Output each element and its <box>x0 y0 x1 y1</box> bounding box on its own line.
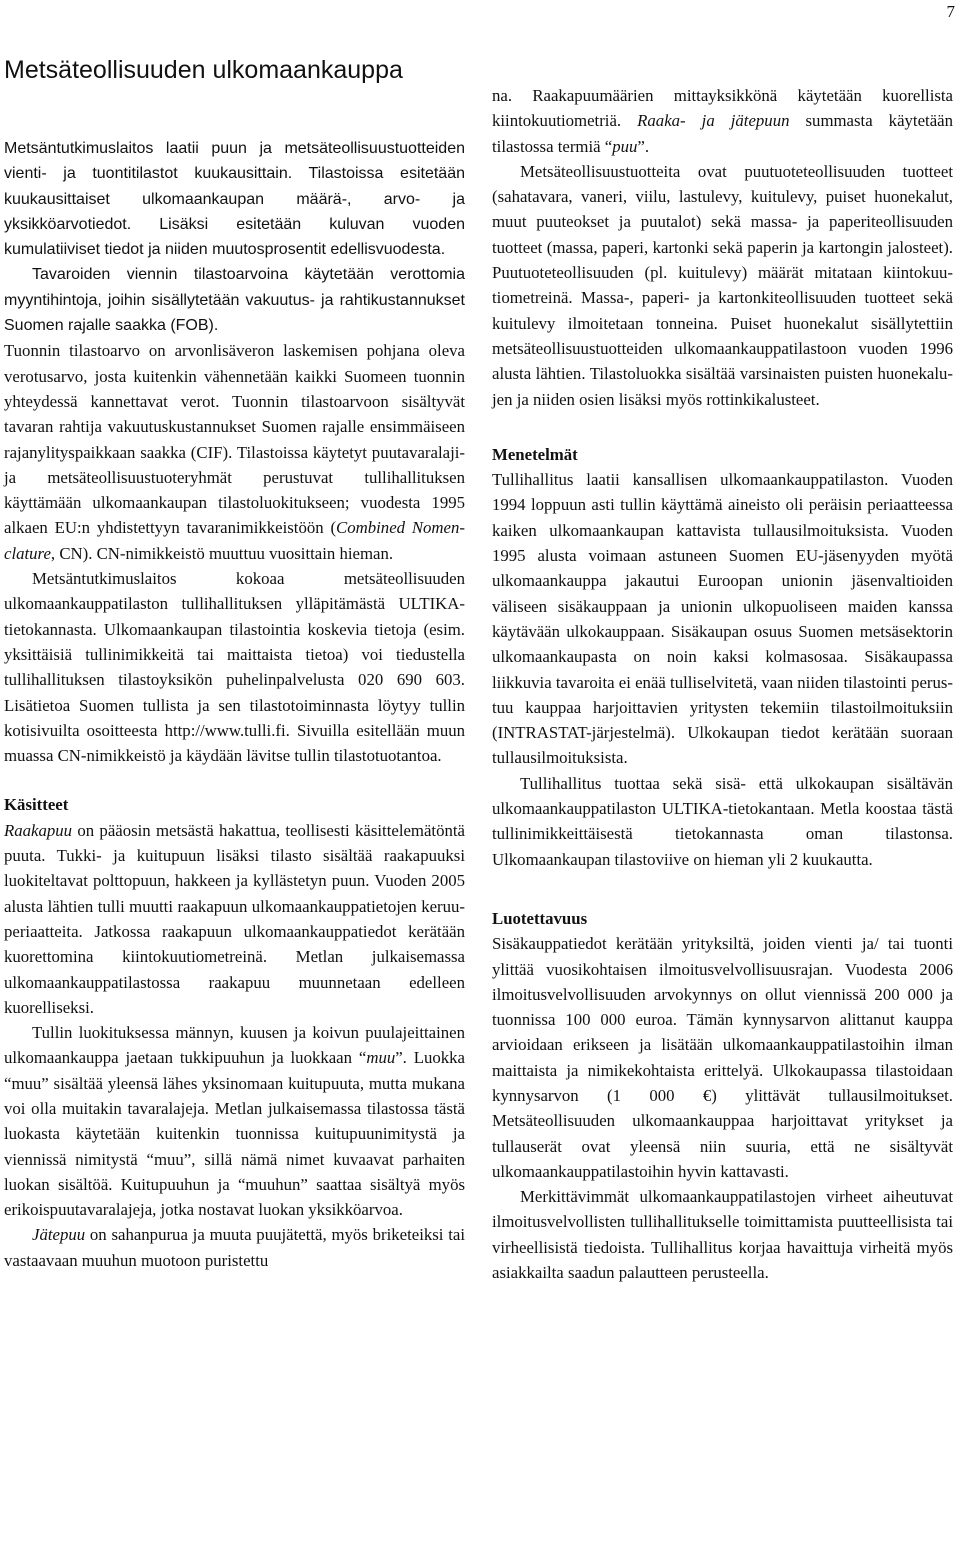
section-heading-luotettavuus: Luotettavuus <box>492 908 588 928</box>
italic-term: Raakapuu <box>4 820 73 840</box>
reliability-paragraph-2: Merkittävimmät ulkomaankauppatilastojen virheet aiheutuvat ilmoitusvelvollisten tullihallitukselle toimittamista puutteellisista tai virheellisistä tiedoista. Tullihallitus korjaa havaittuja virheitä myös asiakkailta saadun palautteen perusteella. <box>492 1187 953 1283</box>
classification-paragraph <box>4 1020 465 1222</box>
page-title: Metsäteollisuuden ulkomaankauppa <box>4 56 403 84</box>
data-source-paragraph: Metsäntutkimuslaitos kokoaa metsäteollisuuden ulkomaankauppatilaston tullihallituksen ylläpitämästä ULTIKA-tietokannasta. Ulkomaankaupan tilastointia koskevia tietoja (esim. yksittäisiä tullinimikkeitä tai maittaista tietoa) voi tiedustella tullihallituksen tilastoyksikön puhelinpalvelusta 020 690 603. Lisätietoa Suomen tullista ja sen tilastotoiminnasta löytyy tullin kotisivuilta osoitteesta http://www.tulli.fi. Sivuilla esitellään muun muassa CN-nimikkeistö ja käydään lävitse tullin tilastotuotantoa. <box>4 569 465 766</box>
text-run: na. Raakapuumäärien mittayksikkönä käytetään kuorellista kiintokuutiometriä. <box>492 86 953 131</box>
methods-paragraph-1: Tullihallitus laatii kansallisen ulkomaankauppatilaston. Vuoden 1994 loppuun asti tullin käyttämä aineisto oli peräisin periaatteessa kaiken ulkomaankaupan kattavista tullausilmoituksista. Vuoden 1995 alusta voimaan astuneen Suomen EU-jäsenyyden myötä ulkomaankauppa jakautui Euroopan unionin jäsenvaltioiden väliseen sisäkauppaan ja unionin ulkopuoliseen maiden kanssa käytävään ulkokauppaan. Sisäkaupan osuus Suomen metsäsektorin ulkomaankaupasta on noin kaksi kolmasosaa. Sisäkaupassa liikkuvia tavaroita ei enää tulliselvitetä, vaan niiden tilastointi perustuu kauppaa harjoittavien yritysten tekemiin tilastoilmoituksiin (INTRASTAT-järjestelmä). Ulkokaupan tiedot kerätään suoraan tullausilmoituksista. <box>492 470 953 768</box>
text-run: on sahanpurua ja muuta puujätettä, myös briketeiksi tai vastaavaan muuhun muotoon puristettu <box>4 1225 465 1270</box>
text-run: summasta käytetään tilastossa termiä “ <box>492 111 953 156</box>
text-run: Tuonnin tilastoarvo on arvonlisäveron laskemisen pohjana oleva verotusarvo, josta kuitenkin vähennetään kaikki Suomeen tuonnin yhteydessä kannettavat verot. Tuonnin tilastoarvoon sisältyvät tavaran rahtija vakuutuskustannukset Suomen rajalle ensimmäiseen rajanylityspaikkaan saakka (CIF). Tilastoissa käytetyt puutavaralaji- ja metsäteollisuustuoteryhmät perustuvat tullihallituksen käyttämään ulkomaankaupan tilastoluokitukseen; vuodesta 1995 alkaen EU:n yhdistettyyn tavaranimikkeistöön ( <box>4 341 465 538</box>
raakapuu-paragraph <box>4 818 465 1020</box>
section-heading-kasitteet: Käsitteet <box>4 795 69 815</box>
forest-products-paragraph: Metsäteollisuustuotteita ovat puutuoteteollisuuden tuotteet (sahatavara, vaneri, viilu, lastulevy, kuitulevy, puiset huonekalut, muut puuteokset ja puutalot) sekä massa- ja paperiteollisuuden tuotteet (massa, paperi, kartonki sekä paperin ja kartongin jalosteet). Puutuoteteollisuuden (pl. kuitulevy) määrät mitataan kiintokuutiometreinä. Massa-, paperi- ja kartonkiteollisuuden tuotteet sekä kuitulevy ilmoitetaan tonneina. Puiset huonekalut sisällytettiin metsäteollisuustuotteiden ulkomaankauppatilastoon vuoden 1996 alusta lähtien. Tilastoluokka sisältää varsinaisten puisten huonekalujen ja niiden osien lisäksi myös rottinkikalusteet. <box>492 161 953 409</box>
section-heading-menetelmat: Menetelmät <box>492 444 578 464</box>
text-run: on pääosin metsästä hakattua, teollisesti käsittelemätöntä puuta. Tukki- ja kuitupuun lisäksi tilasto sisältää raakapuuksi luokiteltavat polttopuun, hakkeen ja kyllästetyn puun. Vuoden 2005 alusta lähtien tulli muutti raakapuun ulkomaankauppatietojen keruuperiaatteita. Jatkossa raakapuun ulkomaankauppatiedot kerätään kuorettomina kiintokuutiometreinä. Metlan julkaisemassa ulkomaankauppatilastossa raakapuu muunnetaan edelleen kuorelliseksi. <box>4 820 465 1017</box>
text-run: ”. <box>637 136 650 156</box>
page-number: 7 <box>946 2 955 21</box>
italic-term: Jätepuu <box>32 1225 86 1245</box>
italic-term: Raaka- ja jätepuun <box>637 111 790 131</box>
left-column <box>4 136 465 1273</box>
reliability-paragraph-1: Sisäkauppatiedot kerätään yrityksiltä, joiden vienti ja/ tai tuonti ylittää vuosikohtaisen ilmoitusvelvollisuusrajan. Vuodesta 2006 ilmoitusvelvollisuuden arvokynnys on ollut viennissä 200 000 ja tuonnissa 100 000 euroa. Tämän kynnysarvon alittanut kauppa arvioidaan erikseen ja lisätään ulkomaankauppatilastoihin ilman maittaista ja nimikekohtaista erittelyä. Ulkokaupassa tilastoidaan kynnysarvon (1 000 €) ylittävät tullausilmoitukset. Metsäteollisuuden ulkomaankauppaa harjoittavat yritykset ja tullauserät ovat yleensä niin suuria, että ne sisältyvät ulkomaankauppatilastoihin hyvin kattavasti. <box>492 934 953 1181</box>
continued-paragraph <box>492 83 953 159</box>
italic-term: Combined Nomenclature <box>4 518 465 563</box>
methods-paragraph-2: Tullihallitus tuottaa sekä sisä- että ulkokaupan sisältävän ulkomaankauppatilaston ULTIKA-tietokantaan. Metla koostaa tästä tullinimikkeittäisestä tietokannasta oman tilastonsa. Ulkomaankaupan tilastoviive on hieman yli 2 kuukautta. <box>492 773 953 869</box>
statistics-value-paragraph <box>4 338 465 566</box>
intro-paragraph-1: Metsäntutkimuslaitos laatii puun ja metsäteollisuustuotteiden vienti- ja tuontitilastot kuukausittain. Tilastoissa esitetään kuukausittaiset ulkomaankaupan määrä-, arvo- ja yksikköarvotiedot. Lisäksi esitetään kuluvan vuoden kumulatiiviset tiedot ja niiden muutosprosentit edellisvuodesta. <box>4 140 465 259</box>
italic-term: muu <box>366 1048 396 1068</box>
intro-paragraph-2: Tavaroiden viennin tilastoarvoina käytetään verottomia myyntihintoja, joihin sisällytetään vakuutus- ja rahtikustannukset Suomen rajalle saakka (FOB). <box>4 266 465 335</box>
text-run: ”. Luokka “muu” sisältää yleensä lähes yksinomaan kuitupuuta, mutta mukana voi olla muitakin tavaralajeja. Metlan julkaisemassa tilastossa tästä luokasta käytetään kuitenkin tuonnissa kuitupuunimitystä ja viennissä nimitystä “muu”, sillä nämä nimet kuvaavat parhaiten luokan sisältöä. Kuitupuuhun ja “muuhun” saattaa sisältyä myös erikoispuutavaralajeja, jotka nostavat luokan yksikköarvoa. <box>4 1048 465 1220</box>
right-column <box>492 83 953 1285</box>
text-run: , CN). CN-nimikkeistö muuttuu vuosittain hieman. <box>50 543 394 563</box>
jatepuu-paragraph <box>4 1222 465 1273</box>
italic-term: puu <box>612 136 638 156</box>
text-run: Tullin luokituksessa männyn, kuusen ja koivun puulajeittainen ulkomaankauppa jaetaan tukkipuuhun ja luokkaan “ <box>4 1023 465 1068</box>
